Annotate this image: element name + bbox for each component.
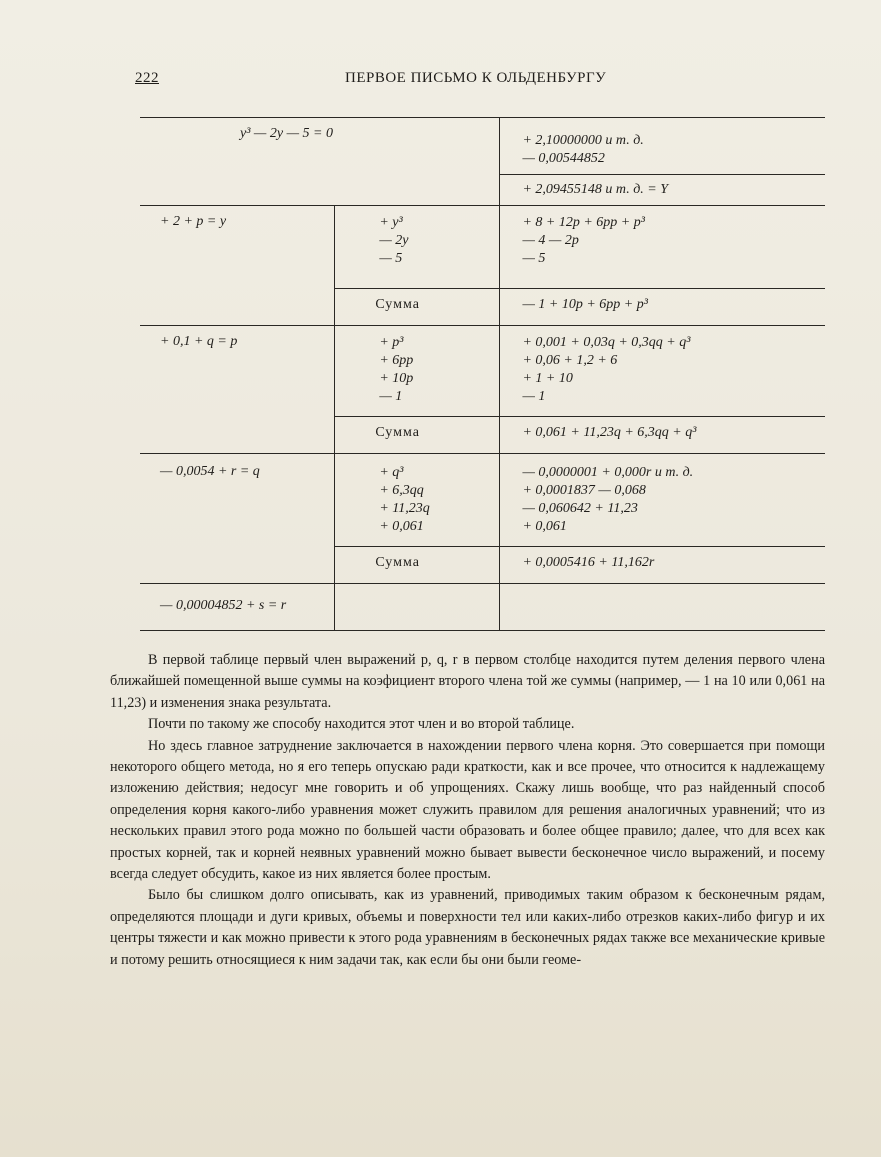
expansion-line: + 0,0001837 — 0,068 <box>522 483 646 498</box>
substitution-2: + 0,1 + q = p <box>160 334 238 349</box>
expansion-line: — 0,0000001 + 0,000r и т. д. <box>522 465 694 480</box>
calculation-table <box>140 117 825 631</box>
section-1-left <box>140 206 335 289</box>
section-2-left <box>140 326 335 417</box>
section-2-expansion <box>500 326 825 417</box>
sum-3: + 0,0005416 + 11,162r <box>500 547 825 584</box>
expansion-line: — 4 — 2p <box>522 233 579 248</box>
section-3-terms <box>335 454 500 547</box>
section-3-left <box>140 454 335 547</box>
section-3-expansion <box>500 454 825 547</box>
paragraph: Было бы слишком долго описывать, как из уравнений, приводимых таким образом к бесконечным рядам, определяются площади и дуги кривых, объемы и поверхности тел или каких-либо отрезков каких-либо фигур и их центры тяжести и как можно привести к этого рода уравнениям в бесконечных рядах также все механические кривые и потому решить относящиеся к ним задачи так, как если бы они были геоме- <box>110 887 825 968</box>
substitution-4: — 0,00004852 + s = r <box>160 598 287 613</box>
section-1-terms <box>335 206 500 289</box>
root-result: + 2,09455148 и т. д. = Y <box>522 182 669 197</box>
sum-label: Сумма <box>335 417 500 454</box>
section-2-terms <box>335 326 500 417</box>
term: — 5 <box>379 251 403 266</box>
section-1-expansion <box>500 206 825 289</box>
table-row-section-4 <box>140 584 825 631</box>
sum-1: — 1 + 10p + 6pp + p³ <box>500 289 825 326</box>
term: + q³ <box>379 465 404 480</box>
term: + 0,061 <box>379 519 424 534</box>
body-text <box>110 650 825 971</box>
paragraph: Но здесь главное затруднение заключается в нахождении первого члена корня. Это совершается при помощи некоторого общего метода, но я его теперь опускаю ради краткости, как и все прочее, что относится к надлежащему изложению действия; недосуг мне говорить и об упрощениях. Скажу лишь вообще, что раз найденный способ определения корня какого-либо уравнения может служить правилом для решения аналогичных уравнений; что из нескольких правил этого рода можно по большей части образовать и более общее правило; далее, что для всех как простых корней, так и корней неявных уравнений можно бывает вывести бесконечное число выражений, и посему всегда следует обсудить, какое из них является более простым. <box>110 737 825 883</box>
section-4-left <box>140 584 335 631</box>
term: + 11,23q <box>379 501 430 516</box>
table-row-sum-3 <box>140 547 825 584</box>
sum-2: + 0,061 + 11,23q + 6,3qq + q³ <box>500 417 825 454</box>
expansion-line: — 0,060642 + 11,23 <box>522 501 638 516</box>
term: + y³ <box>379 215 403 230</box>
term: + p³ <box>379 335 404 350</box>
paragraph: В первой таблице первый член выражений p, q, r в первом столбце находится путем деления первого члена ближайшей помещенной выше суммы на коэфициент второго члена той же суммы (например, — 1 на 10 или 0,061 на 11,23) и изменения знака результата. <box>110 652 825 711</box>
expansion-line: — 5 <box>522 251 546 266</box>
expansion-line: + 0,061 <box>522 519 567 534</box>
expansion-line: — 1 <box>522 389 546 404</box>
expansion-line: + 0,06 + 1,2 + 6 <box>522 353 618 368</box>
table-row-sum-2 <box>140 417 825 454</box>
expansion-line: + 1 + 10 <box>522 371 573 386</box>
substitution-1: + 2 + p = y <box>160 214 227 229</box>
page-number: 222 <box>135 70 159 86</box>
table-row-section-2 <box>140 326 825 417</box>
expansion-line: + 0,001 + 0,03q + 0,3qq + q³ <box>522 335 691 350</box>
section-4-expansion <box>500 584 825 631</box>
term: + 6,3qq <box>379 483 424 498</box>
root-approx-line-2: — 0,00544852 <box>522 151 605 166</box>
root-approx-line-1: + 2,10000000 и т. д. <box>522 133 644 148</box>
paragraph: Почти по такому же способу находится этот член и во второй таблице. <box>148 716 575 733</box>
page-header <box>135 70 825 94</box>
expansion-line: + 8 + 12p + 6pp + p³ <box>522 215 645 230</box>
running-title: ПЕРВОЕ ПИСЬМО К ОЛЬДЕНБУРГУ <box>345 70 607 86</box>
table-row-section-1 <box>140 206 825 289</box>
sum-label: Сумма <box>335 547 500 584</box>
top-right-cell <box>500 118 825 206</box>
table-row-section-3 <box>140 454 825 547</box>
term: + 10p <box>379 371 414 386</box>
term: + 6pp <box>379 353 414 368</box>
term: — 2y <box>379 233 409 248</box>
section-4-terms <box>335 584 500 631</box>
table-row-sum-1 <box>140 289 825 326</box>
substitution-3: — 0,0054 + r = q <box>160 464 260 479</box>
main-equation: y³ — 2y — 5 = 0 <box>240 126 333 141</box>
equation-cell <box>140 118 500 206</box>
table-row-equation <box>140 118 825 206</box>
term: — 1 <box>379 389 403 404</box>
sum-label: Сумма <box>335 289 500 326</box>
